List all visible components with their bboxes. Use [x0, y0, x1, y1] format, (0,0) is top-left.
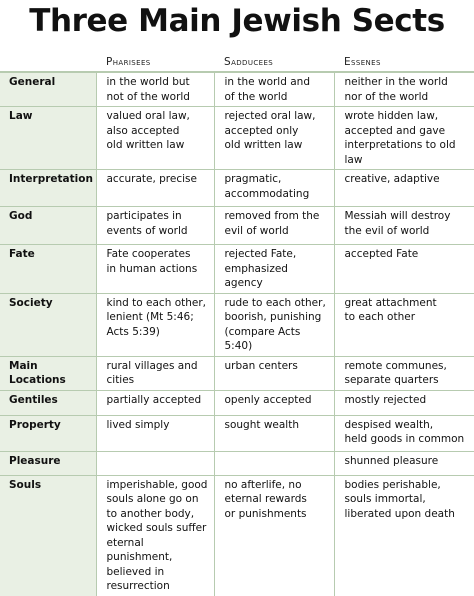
table-cell — [214, 451, 334, 475]
table-row — [0, 107, 474, 170]
table-cell: in the world and of the world — [214, 72, 334, 107]
table-row — [0, 475, 474, 596]
table-cell: neither in the world nor of the world — [334, 72, 474, 107]
table-row — [0, 207, 474, 245]
table-cell: mostly rejected — [334, 390, 474, 415]
table-cell: creative, adaptive — [334, 170, 474, 207]
row-label: General — [0, 72, 96, 107]
table-cell: no afterlife, no eternal rewards or punishments — [214, 475, 334, 596]
table-cell — [96, 451, 214, 475]
row-label: Law — [0, 107, 96, 170]
table-cell: in the world but not of the world — [96, 72, 214, 107]
table-cell: wrote hidden law, accepted and gave interpretations to old law — [334, 107, 474, 170]
table-row — [0, 390, 474, 415]
column-header-essenes: Essenes — [334, 42, 474, 72]
header-row — [0, 42, 474, 72]
table-cell: kind to each other, lenient (Mt 5:46; Acts 5:39) — [96, 293, 214, 356]
row-label: Gentiles — [0, 390, 96, 415]
table-cell: accurate, precise — [96, 170, 214, 207]
table-cell: lived simply — [96, 415, 214, 451]
column-header-pharisees: Pharisees — [96, 42, 214, 72]
row-label: Pleasure — [0, 451, 96, 475]
row-label: Main Locations — [0, 356, 96, 390]
table-row — [0, 72, 474, 107]
table-cell: pragmatic, accommodating — [214, 170, 334, 207]
table-cell: rejected oral law, accepted only old written law — [214, 107, 334, 170]
table-cell: remote communes, separate quarters — [334, 356, 474, 390]
row-label: Fate — [0, 245, 96, 294]
table-cell: great attachment to each other — [334, 293, 474, 356]
table-row — [0, 451, 474, 475]
table-cell: openly accepted — [214, 390, 334, 415]
table-cell: rude to each other, boorish, punishing (compare Acts 5:40) — [214, 293, 334, 356]
table-cell: imperishable, good souls alone go on to another body, wicked souls suffer eternal punishment, believed in resurrection — [96, 475, 214, 596]
row-label: Interpretation — [0, 170, 96, 207]
page-title: Three Main Jewish Sects — [29, 3, 445, 39]
table-cell: urban centers — [214, 356, 334, 390]
table-cell: partially accepted — [96, 390, 214, 415]
row-label: Souls — [0, 475, 96, 596]
row-label: Society — [0, 293, 96, 356]
table-cell: rural villages and cities — [96, 356, 214, 390]
table-cell: rejected Fate, emphasized agency — [214, 245, 334, 294]
table-cell: Messiah will destroy the evil of world — [334, 207, 474, 245]
table-cell: valued oral law, also accepted old written law — [96, 107, 214, 170]
table-cell: sought wealth — [214, 415, 334, 451]
column-header-sadducees: Sadducees — [214, 42, 334, 72]
table-cell: Fate cooperates in human actions — [96, 245, 214, 294]
table-row — [0, 245, 474, 294]
table-row — [0, 415, 474, 451]
row-label: God — [0, 207, 96, 245]
table-cell: participates in events of world — [96, 207, 214, 245]
table-cell: shunned pleasure — [334, 451, 474, 475]
header-corner — [0, 42, 96, 72]
table-row — [0, 293, 474, 356]
table-cell: removed from the evil of world — [214, 207, 334, 245]
row-label: Property — [0, 415, 96, 451]
comparison-table — [0, 42, 474, 596]
table-row — [0, 170, 474, 207]
table-cell: bodies perishable, souls immortal, liberated upon death — [334, 475, 474, 596]
table-row — [0, 356, 474, 390]
table-cell: despised wealth, held goods in common — [334, 415, 474, 451]
table-cell: accepted Fate — [334, 245, 474, 294]
